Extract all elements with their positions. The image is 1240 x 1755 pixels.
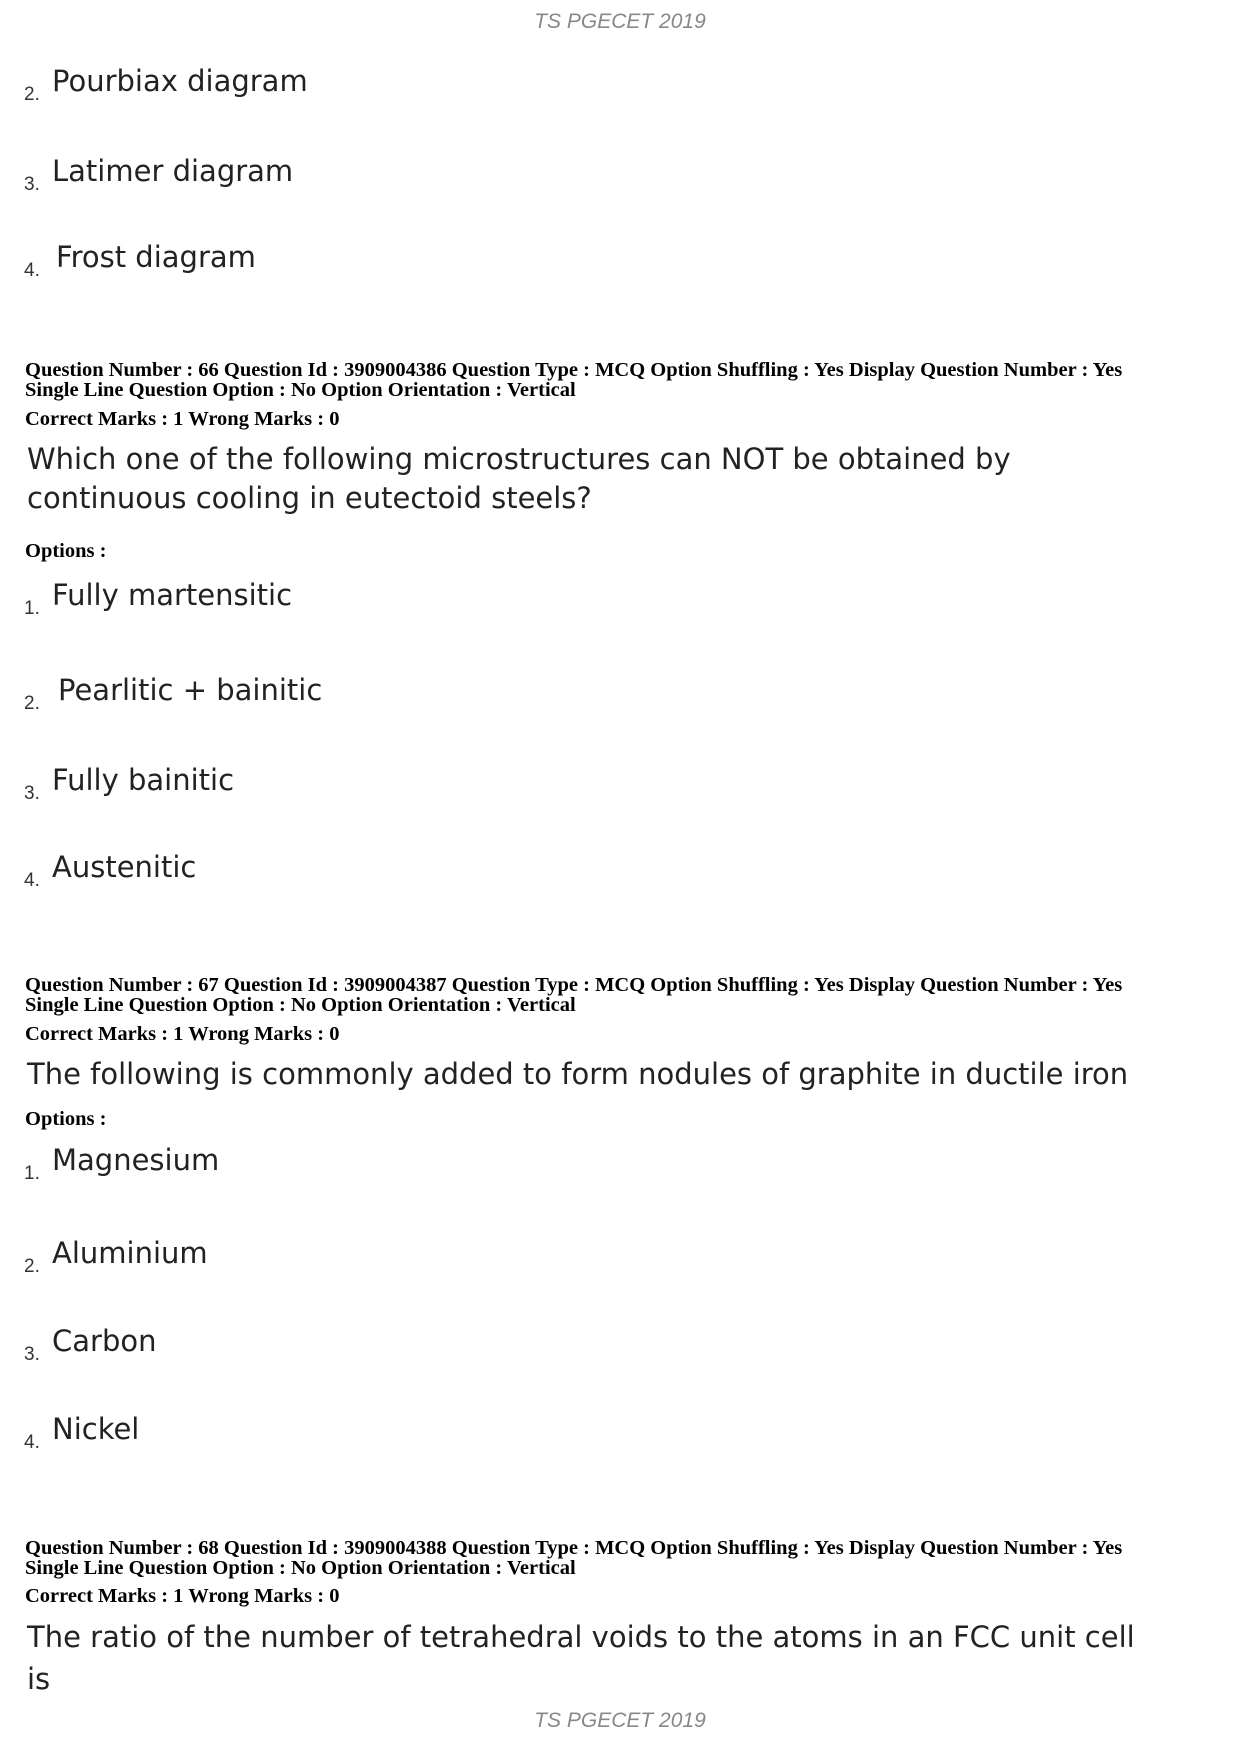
question-text: The ratio of the number of tetrahedral voids to the atoms in an FCC unit cell is — [27, 1620, 1135, 1696]
option-text: Fully martensitic — [52, 578, 293, 612]
page-footer: TS PGECET 2019 — [534, 1709, 706, 1732]
question-marks: Correct Marks : 1 Wrong Marks : 0 — [25, 408, 340, 430]
option-number: 4. — [24, 1432, 40, 1453]
option-number: 2. — [24, 84, 40, 105]
option-text: Pearlitic + bainitic — [58, 673, 323, 707]
option-number: 1. — [24, 1163, 40, 1184]
question-meta-line2: Single Line Question Option : No Option Orientation : Vertical — [25, 379, 576, 401]
option-text: Magnesium — [52, 1143, 220, 1177]
option-text: Austenitic — [52, 850, 197, 884]
option-text: Fully bainitic — [52, 763, 235, 797]
question-meta — [25, 360, 1225, 400]
question-meta — [25, 1538, 1225, 1578]
options-label: Options : — [25, 1108, 107, 1130]
option-number: 4. — [24, 260, 40, 281]
option-number: 1. — [24, 598, 40, 619]
question-meta-line1: Question Number : 68 Question Id : 3909004388 Question Type : MCQ Option Shuffling : Yes Display Question Number : Yes — [25, 1537, 1123, 1559]
option-text: Aluminium — [52, 1236, 208, 1270]
question-text: Which one of the following microstructures can NOT be obtained by continuous cooling in eutectoid steels? — [27, 442, 1011, 515]
option-number: 4. — [24, 870, 40, 891]
question-marks: Correct Marks : 1 Wrong Marks : 0 — [25, 1585, 340, 1607]
question-marks: Correct Marks : 1 Wrong Marks : 0 — [25, 1023, 340, 1045]
option-text: Nickel — [52, 1412, 140, 1446]
question-meta-line2: Single Line Question Option : No Option Orientation : Vertical — [25, 1557, 576, 1579]
option-text: Pourbiax diagram — [52, 64, 308, 98]
option-number: 3. — [24, 174, 40, 195]
option-text: Frost diagram — [56, 240, 256, 274]
page-header: TS PGECET 2019 — [534, 10, 706, 33]
option-number: 3. — [24, 783, 40, 804]
question-meta-line2: Single Line Question Option : No Option Orientation : Vertical — [25, 994, 576, 1016]
option-number: 2. — [24, 693, 40, 714]
option-number: 3. — [24, 1344, 40, 1365]
option-text: Latimer diagram — [52, 154, 294, 188]
question-meta-line1: Question Number : 67 Question Id : 3909004387 Question Type : MCQ Option Shuffling : Yes Display Question Number : Yes — [25, 974, 1123, 996]
option-number: 2. — [24, 1256, 40, 1277]
question-meta — [25, 975, 1225, 1015]
question-text: The following is commonly added to form nodules of graphite in ductile iron — [27, 1057, 1129, 1091]
option-text: Carbon — [52, 1324, 157, 1358]
question-meta-line1: Question Number : 66 Question Id : 3909004386 Question Type : MCQ Option Shuffling : Yes Display Question Number : Yes — [25, 359, 1123, 381]
options-label: Options : — [25, 540, 107, 562]
